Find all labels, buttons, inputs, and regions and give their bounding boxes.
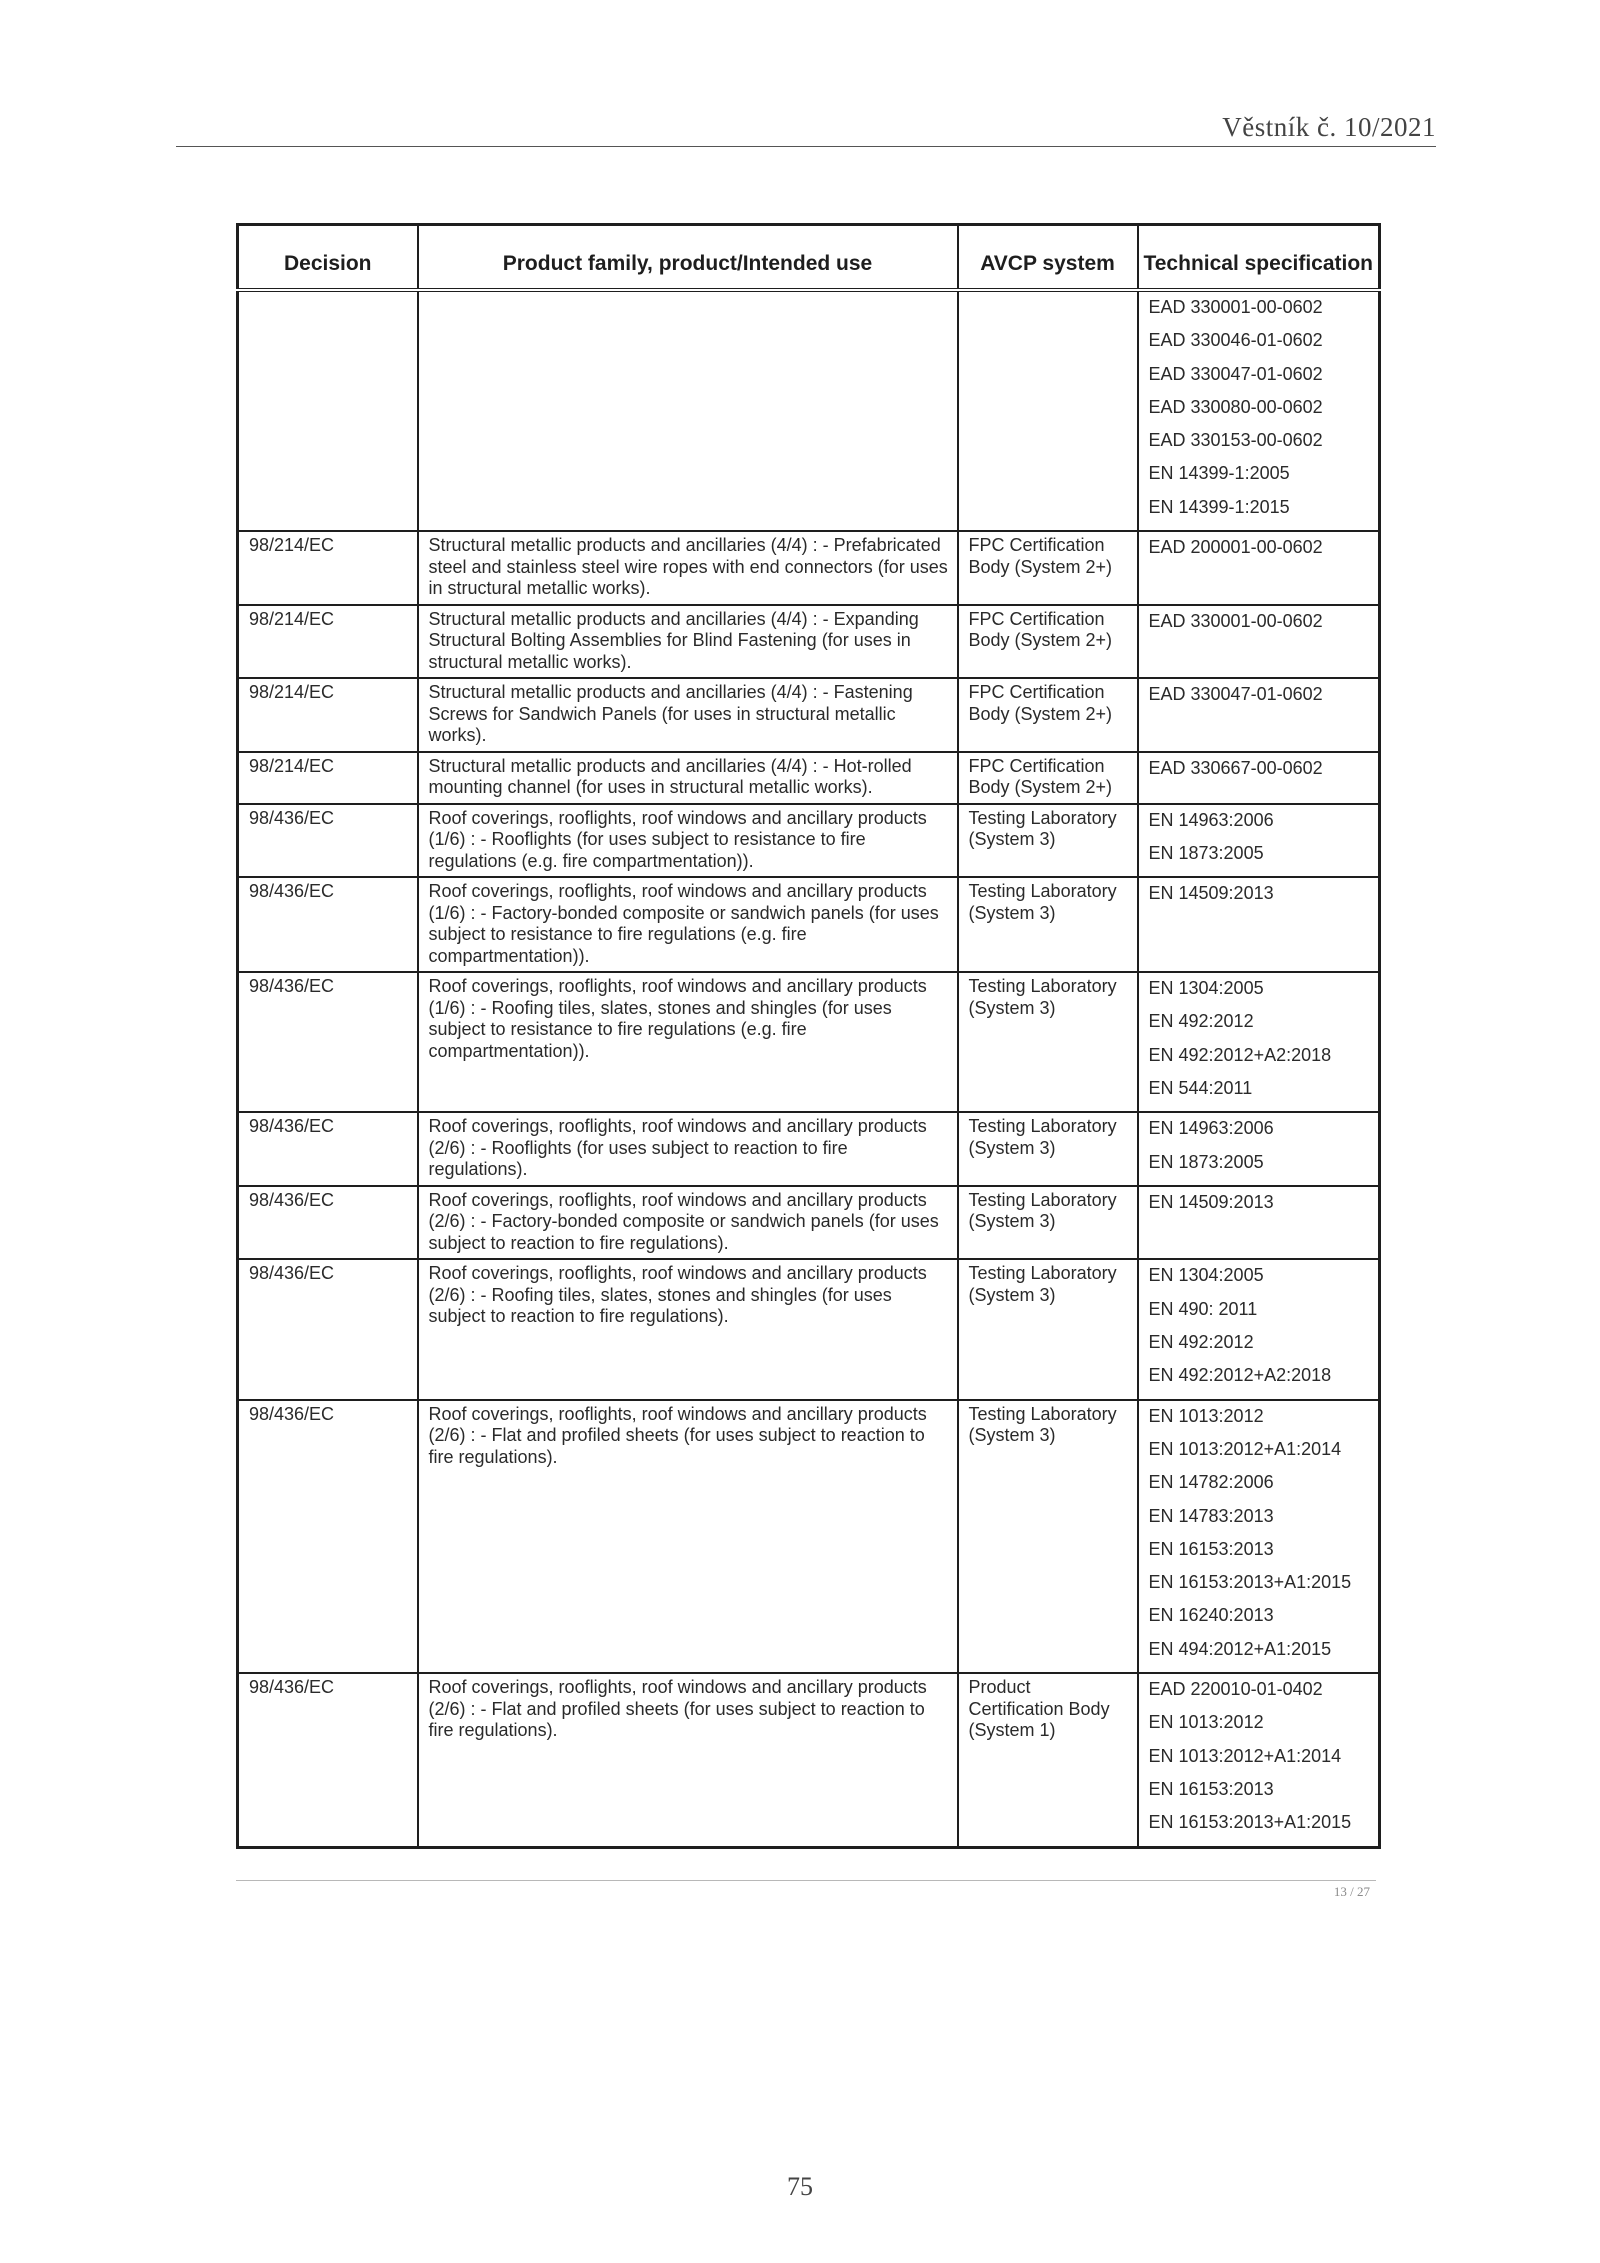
- specification-item: EN 1013:2012: [1148, 1405, 1264, 1426]
- table-row: [238, 290, 1380, 531]
- specification-item: EAD 330046-01-0602: [1148, 330, 1323, 351]
- avcp-system-cell: Testing Laboratory (System 3): [958, 972, 1138, 1112]
- header-decision: Decision: [238, 225, 418, 291]
- specification-item: EN 1013:2012+A1:2014: [1148, 1745, 1342, 1766]
- specification-item: EAD 330001-00-0602: [1148, 297, 1323, 317]
- specification-item: EN 492:2012+A2:2018: [1148, 1044, 1332, 1065]
- specification-item: EN 1304:2005: [1148, 1265, 1264, 1286]
- avcp-system-cell: FPC Certification Body (System 2+): [958, 752, 1138, 804]
- avcp-system-cell: Testing Laboratory (System 3): [958, 1259, 1138, 1399]
- product-cell: Roof coverings, rooflights, roof windows and ancillary products (1/6) : - Factory-bonded composite or sandwich panels (for uses subject to resistance to fire regulations (e.g. fire compartmentation)).: [418, 877, 958, 972]
- decision-cell: 98/436/EC: [238, 972, 418, 1112]
- specification-item: EN 492:2012: [1148, 1332, 1254, 1353]
- specification-item: EN 14963:2006: [1148, 809, 1274, 830]
- decision-cell: 98/214/EC: [238, 752, 418, 804]
- table-row: [238, 1186, 1380, 1260]
- avcp-system-cell: Testing Laboratory (System 3): [958, 1400, 1138, 1673]
- avcp-system-cell: FPC Certification Body (System 2+): [958, 605, 1138, 679]
- specification-item: EN 544:2011: [1148, 1078, 1253, 1099]
- specification-item: EN 16153:2013: [1148, 1538, 1274, 1559]
- specification-item: EAD 330047-01-0602: [1148, 363, 1323, 384]
- header-avcp-system: AVCP system: [958, 225, 1138, 291]
- avcp-system-cell: FPC Certification Body (System 2+): [958, 678, 1138, 752]
- specification-item: EAD 330153-00-0602: [1148, 430, 1323, 451]
- decision-cell: 98/214/EC: [238, 531, 418, 605]
- specification-item: EAD 220010-01-0402: [1148, 1679, 1323, 1700]
- specification-table: [236, 223, 1381, 1849]
- technical-specification-cell: [1138, 1112, 1380, 1186]
- table-row: [238, 1400, 1380, 1673]
- avcp-system-cell: Testing Laboratory (System 3): [958, 877, 1138, 972]
- specification-item: EN 14399-1:2005: [1148, 463, 1290, 484]
- specification-item: EN 16153:2013: [1148, 1778, 1274, 1799]
- specification-item: EAD 330047-01-0602: [1148, 684, 1323, 705]
- decision-cell: 98/436/EC: [238, 1186, 418, 1260]
- product-cell: Structural metallic products and ancillaries (4/4) : - Prefabricated steel and stainless steel wire ropes with end connectors (for uses in structural metallic works).: [418, 531, 958, 605]
- specification-item: EN 1304:2005: [1148, 978, 1264, 999]
- product-cell: Structural metallic products and ancillaries (4/4) : - Fastening Screws for Sandwich Panels (for uses in structural metallic works).: [418, 678, 958, 752]
- avcp-system-cell: Product Certification Body (System 1): [958, 1673, 1138, 1847]
- table-row: [238, 1112, 1380, 1186]
- header-divider: [176, 146, 1436, 147]
- specification-item: EN 16153:2013+A1:2015: [1148, 1572, 1352, 1593]
- specification-item: EN 492:2012: [1148, 1011, 1254, 1032]
- specification-item: EN 16240:2013: [1148, 1605, 1274, 1626]
- table-row: [238, 678, 1380, 752]
- decision-cell: 98/214/EC: [238, 678, 418, 752]
- header-product-family: Product family, product/Intended use: [418, 225, 958, 291]
- product-cell: [418, 290, 958, 531]
- specification-item: EN 1873:2005: [1148, 1151, 1264, 1172]
- table-row: [238, 531, 1380, 605]
- table-row: [238, 752, 1380, 804]
- avcp-system-cell: Testing Laboratory (System 3): [958, 1112, 1138, 1186]
- specification-item: EAD 330001-00-0602: [1148, 610, 1323, 631]
- table-row: [238, 605, 1380, 679]
- specification-item: EN 14399-1:2015: [1148, 496, 1290, 517]
- specification-item: EN 16153:2013+A1:2015: [1148, 1812, 1352, 1833]
- table-header: [238, 225, 1380, 291]
- decision-cell: 98/436/EC: [238, 877, 418, 972]
- technical-specification-cell: [1138, 290, 1380, 531]
- table-row: [238, 1673, 1380, 1847]
- specification-item: EAD 200001-00-0602: [1148, 537, 1323, 558]
- decision-cell: 98/436/EC: [238, 1673, 418, 1847]
- table-body: [238, 290, 1380, 1847]
- decision-cell: 98/436/EC: [238, 1259, 418, 1399]
- avcp-system-cell: Testing Laboratory (System 3): [958, 804, 1138, 878]
- technical-specification-cell: [1138, 877, 1380, 972]
- product-cell: Roof coverings, rooflights, roof windows and ancillary products (2/6) : - Flat and profiled sheets (for uses subject to reaction to fire regulations).: [418, 1400, 958, 1673]
- table-row: [238, 1259, 1380, 1399]
- avcp-system-cell: [958, 290, 1138, 531]
- table-row: [238, 877, 1380, 972]
- table-row: [238, 804, 1380, 878]
- product-cell: Roof coverings, rooflights, roof windows and ancillary products (2/6) : - Factory-bonded composite or sandwich panels (for uses subject to reaction to fire regulations).: [418, 1186, 958, 1260]
- page-number: 75: [787, 2172, 813, 2201]
- product-cell: Roof coverings, rooflights, roof windows and ancillary products (1/6) : - Rooflights (for uses subject to resistance to fire regulations (e.g. fire compartmentation)).: [418, 804, 958, 878]
- technical-specification-cell: [1138, 1400, 1380, 1673]
- avcp-system-cell: Testing Laboratory (System 3): [958, 1186, 1138, 1260]
- technical-specification-cell: [1138, 605, 1380, 679]
- technical-specification-cell: [1138, 752, 1380, 804]
- product-cell: Roof coverings, rooflights, roof windows and ancillary products (2/6) : - Rooflights (for uses subject to reaction to fire regulations).: [418, 1112, 958, 1186]
- specification-item: EN 1013:2012+A1:2014: [1148, 1438, 1342, 1459]
- specification-item: EN 490: 2011: [1148, 1298, 1258, 1319]
- specification-item: EN 494:2012+A1:2015: [1148, 1638, 1332, 1659]
- specification-item: EN 1013:2012: [1148, 1712, 1264, 1733]
- header-technical-specification: Technical specification: [1138, 225, 1380, 291]
- product-cell: Structural metallic products and ancillaries (4/4) : - Hot-rolled mounting channel (for uses in structural metallic works).: [418, 752, 958, 804]
- footer-divider: [236, 1880, 1376, 1881]
- avcp-system-cell: FPC Certification Body (System 2+): [958, 531, 1138, 605]
- technical-specification-cell: [1138, 678, 1380, 752]
- specification-item: EN 14509:2013: [1148, 1191, 1274, 1212]
- decision-cell: 98/436/EC: [238, 804, 418, 878]
- decision-cell: 98/214/EC: [238, 605, 418, 679]
- specification-item: EN 14963:2006: [1148, 1118, 1274, 1139]
- decision-cell: [238, 290, 418, 531]
- specification-item: EN 14509:2013: [1148, 883, 1274, 904]
- table-row: [238, 972, 1380, 1112]
- decision-cell: 98/436/EC: [238, 1400, 418, 1673]
- sub-page-indicator: 13 / 27: [1333, 1884, 1370, 1899]
- technical-specification-cell: [1138, 804, 1380, 878]
- technical-specification-cell: [1138, 972, 1380, 1112]
- product-cell: Roof coverings, rooflights, roof windows and ancillary products (1/6) : - Roofing tiles, slates, stones and shingles (for uses subject to resistance to fire regulations (e.g. fire compartmentation)).: [418, 972, 958, 1112]
- specification-item: EN 492:2012+A2:2018: [1148, 1365, 1332, 1386]
- technical-specification-cell: [1138, 1259, 1380, 1399]
- header-row: [238, 225, 1380, 291]
- product-cell: Roof coverings, rooflights, roof windows and ancillary products (2/6) : - Flat and profiled sheets (for uses subject to reaction to fire regulations).: [418, 1673, 958, 1847]
- technical-specification-cell: [1138, 531, 1380, 605]
- specification-item: EAD 330080-00-0602: [1148, 396, 1323, 417]
- technical-specification-cell: [1138, 1673, 1380, 1847]
- specification-item: EN 14783:2013: [1148, 1505, 1274, 1526]
- specification-item: EN 14782:2006: [1148, 1472, 1274, 1493]
- technical-specification-cell: [1138, 1186, 1380, 1260]
- bulletin-title: Věstník č. 10/2021: [1222, 112, 1436, 142]
- product-cell: Roof coverings, rooflights, roof windows and ancillary products (2/6) : - Roofing tiles, slates, stones and shingles (for uses subject to reaction to fire regulations).: [418, 1259, 958, 1399]
- product-cell: Structural metallic products and ancillaries (4/4) : - Expanding Structural Bolting Assemblies for Blind Fastening (for uses in structural metallic works).: [418, 605, 958, 679]
- decision-cell: 98/436/EC: [238, 1112, 418, 1186]
- specification-item: EAD 330667-00-0602: [1148, 757, 1323, 778]
- specification-item: EN 1873:2005: [1148, 842, 1264, 863]
